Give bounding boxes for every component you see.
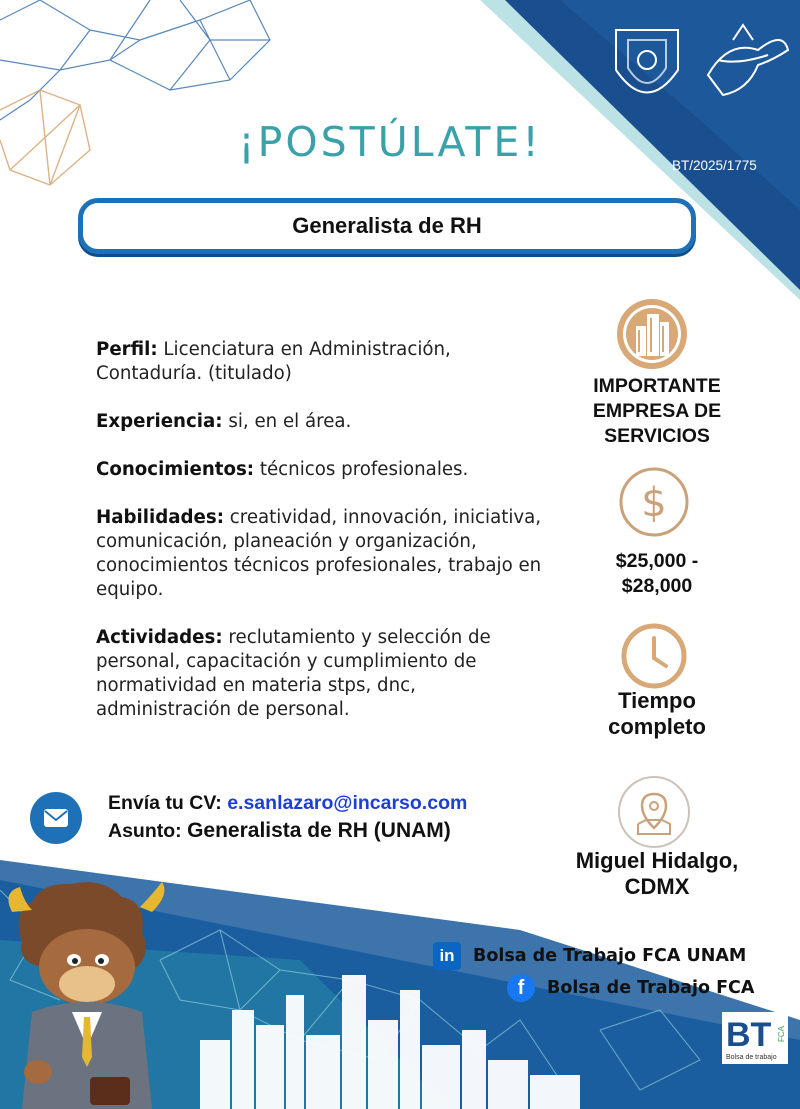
unam-shield-icon	[616, 30, 678, 93]
schedule-label	[582, 688, 732, 740]
cv-label: Envía tu CV:	[108, 792, 222, 814]
salary-line-2: $28,000	[621, 575, 693, 597]
detail-label: Habilidades:	[96, 507, 224, 528]
detail-experiencia	[96, 410, 556, 434]
company-line-3: SERVICIOS	[604, 425, 710, 447]
apply-instructions	[108, 790, 467, 845]
unam-fca-logos	[608, 20, 793, 110]
buildings-icon	[614, 296, 690, 372]
clock-icon	[620, 622, 688, 690]
bt-letters: BT	[726, 1016, 772, 1054]
detail-text: si, en el área.	[228, 411, 352, 432]
detail-label: Perfil:	[96, 339, 158, 360]
bt-sub: FCA	[777, 1026, 786, 1042]
company-label	[582, 374, 732, 449]
linkedin-link[interactable]	[433, 942, 746, 970]
headline: ¡POSTÚLATE!	[238, 118, 542, 166]
detail-text: técnicos profesionales.	[259, 459, 469, 480]
detail-habilidades	[96, 506, 556, 602]
linkedin-icon: in	[433, 942, 461, 970]
location-line-1: Miguel Hidalgo,	[575, 848, 739, 873]
dollar-icon	[618, 466, 690, 538]
facebook-label: Bolsa de Trabajo FCA	[547, 978, 755, 998]
linkedin-label: Bolsa de Trabajo FCA UNAM	[473, 946, 747, 966]
detail-label: Experiencia:	[96, 411, 223, 432]
salary-line-1: $25,000 -	[615, 550, 699, 572]
facebook-link[interactable]	[507, 974, 754, 1002]
schedule-line-2: completo	[608, 714, 706, 739]
bt-fca-logo	[722, 1012, 788, 1064]
job-title: Generalista de RH	[292, 213, 482, 238]
bison-mascot-illustration	[2, 872, 174, 1109]
mail-icon	[30, 792, 82, 844]
cv-line	[108, 790, 467, 817]
location-label	[562, 848, 752, 900]
facebook-icon: f	[507, 974, 535, 1002]
eagle-condor-icon	[708, 25, 788, 95]
detail-label: Actividades:	[96, 627, 223, 648]
detail-conocimientos	[96, 458, 556, 482]
detail-text: reclutamiento y selección de personal, capacitación y cumplimiento de normatividad en materia stps, dnc, administración de personal.	[96, 627, 491, 720]
company-line-1: IMPORTANTE	[593, 375, 721, 397]
detail-text: creatividad, innovación, iniciativa, comunicación, planeación y organización, conocimientos técnicos profesionales, trabajo en equipo.	[96, 507, 542, 600]
email-link[interactable]: e.sanlazaro@incarso.com	[227, 792, 468, 814]
bt-caption: Bolsa de trabajo	[726, 1054, 777, 1061]
location-line-2: CDMX	[624, 874, 690, 899]
subject-line	[108, 817, 467, 845]
job-title-box	[78, 198, 696, 254]
company-line-2: EMPRESA DE	[592, 400, 722, 422]
salary-label	[582, 549, 732, 599]
location-pin-icon	[616, 774, 692, 850]
subject-text: Generalista de RH (UNAM)	[187, 819, 451, 842]
detail-text: Licenciatura en Administración, Contaduría. (titulado)	[96, 339, 451, 384]
detail-label: Conocimientos:	[96, 459, 255, 480]
svg-text:$: $	[641, 480, 667, 526]
schedule-line-1: Tiempo	[618, 688, 696, 713]
job-details	[96, 338, 556, 746]
detail-perfil	[96, 338, 556, 386]
subject-label: Asunto:	[108, 820, 182, 842]
folio-number: BT/2025/1775	[672, 158, 757, 173]
detail-actividades	[96, 626, 556, 722]
